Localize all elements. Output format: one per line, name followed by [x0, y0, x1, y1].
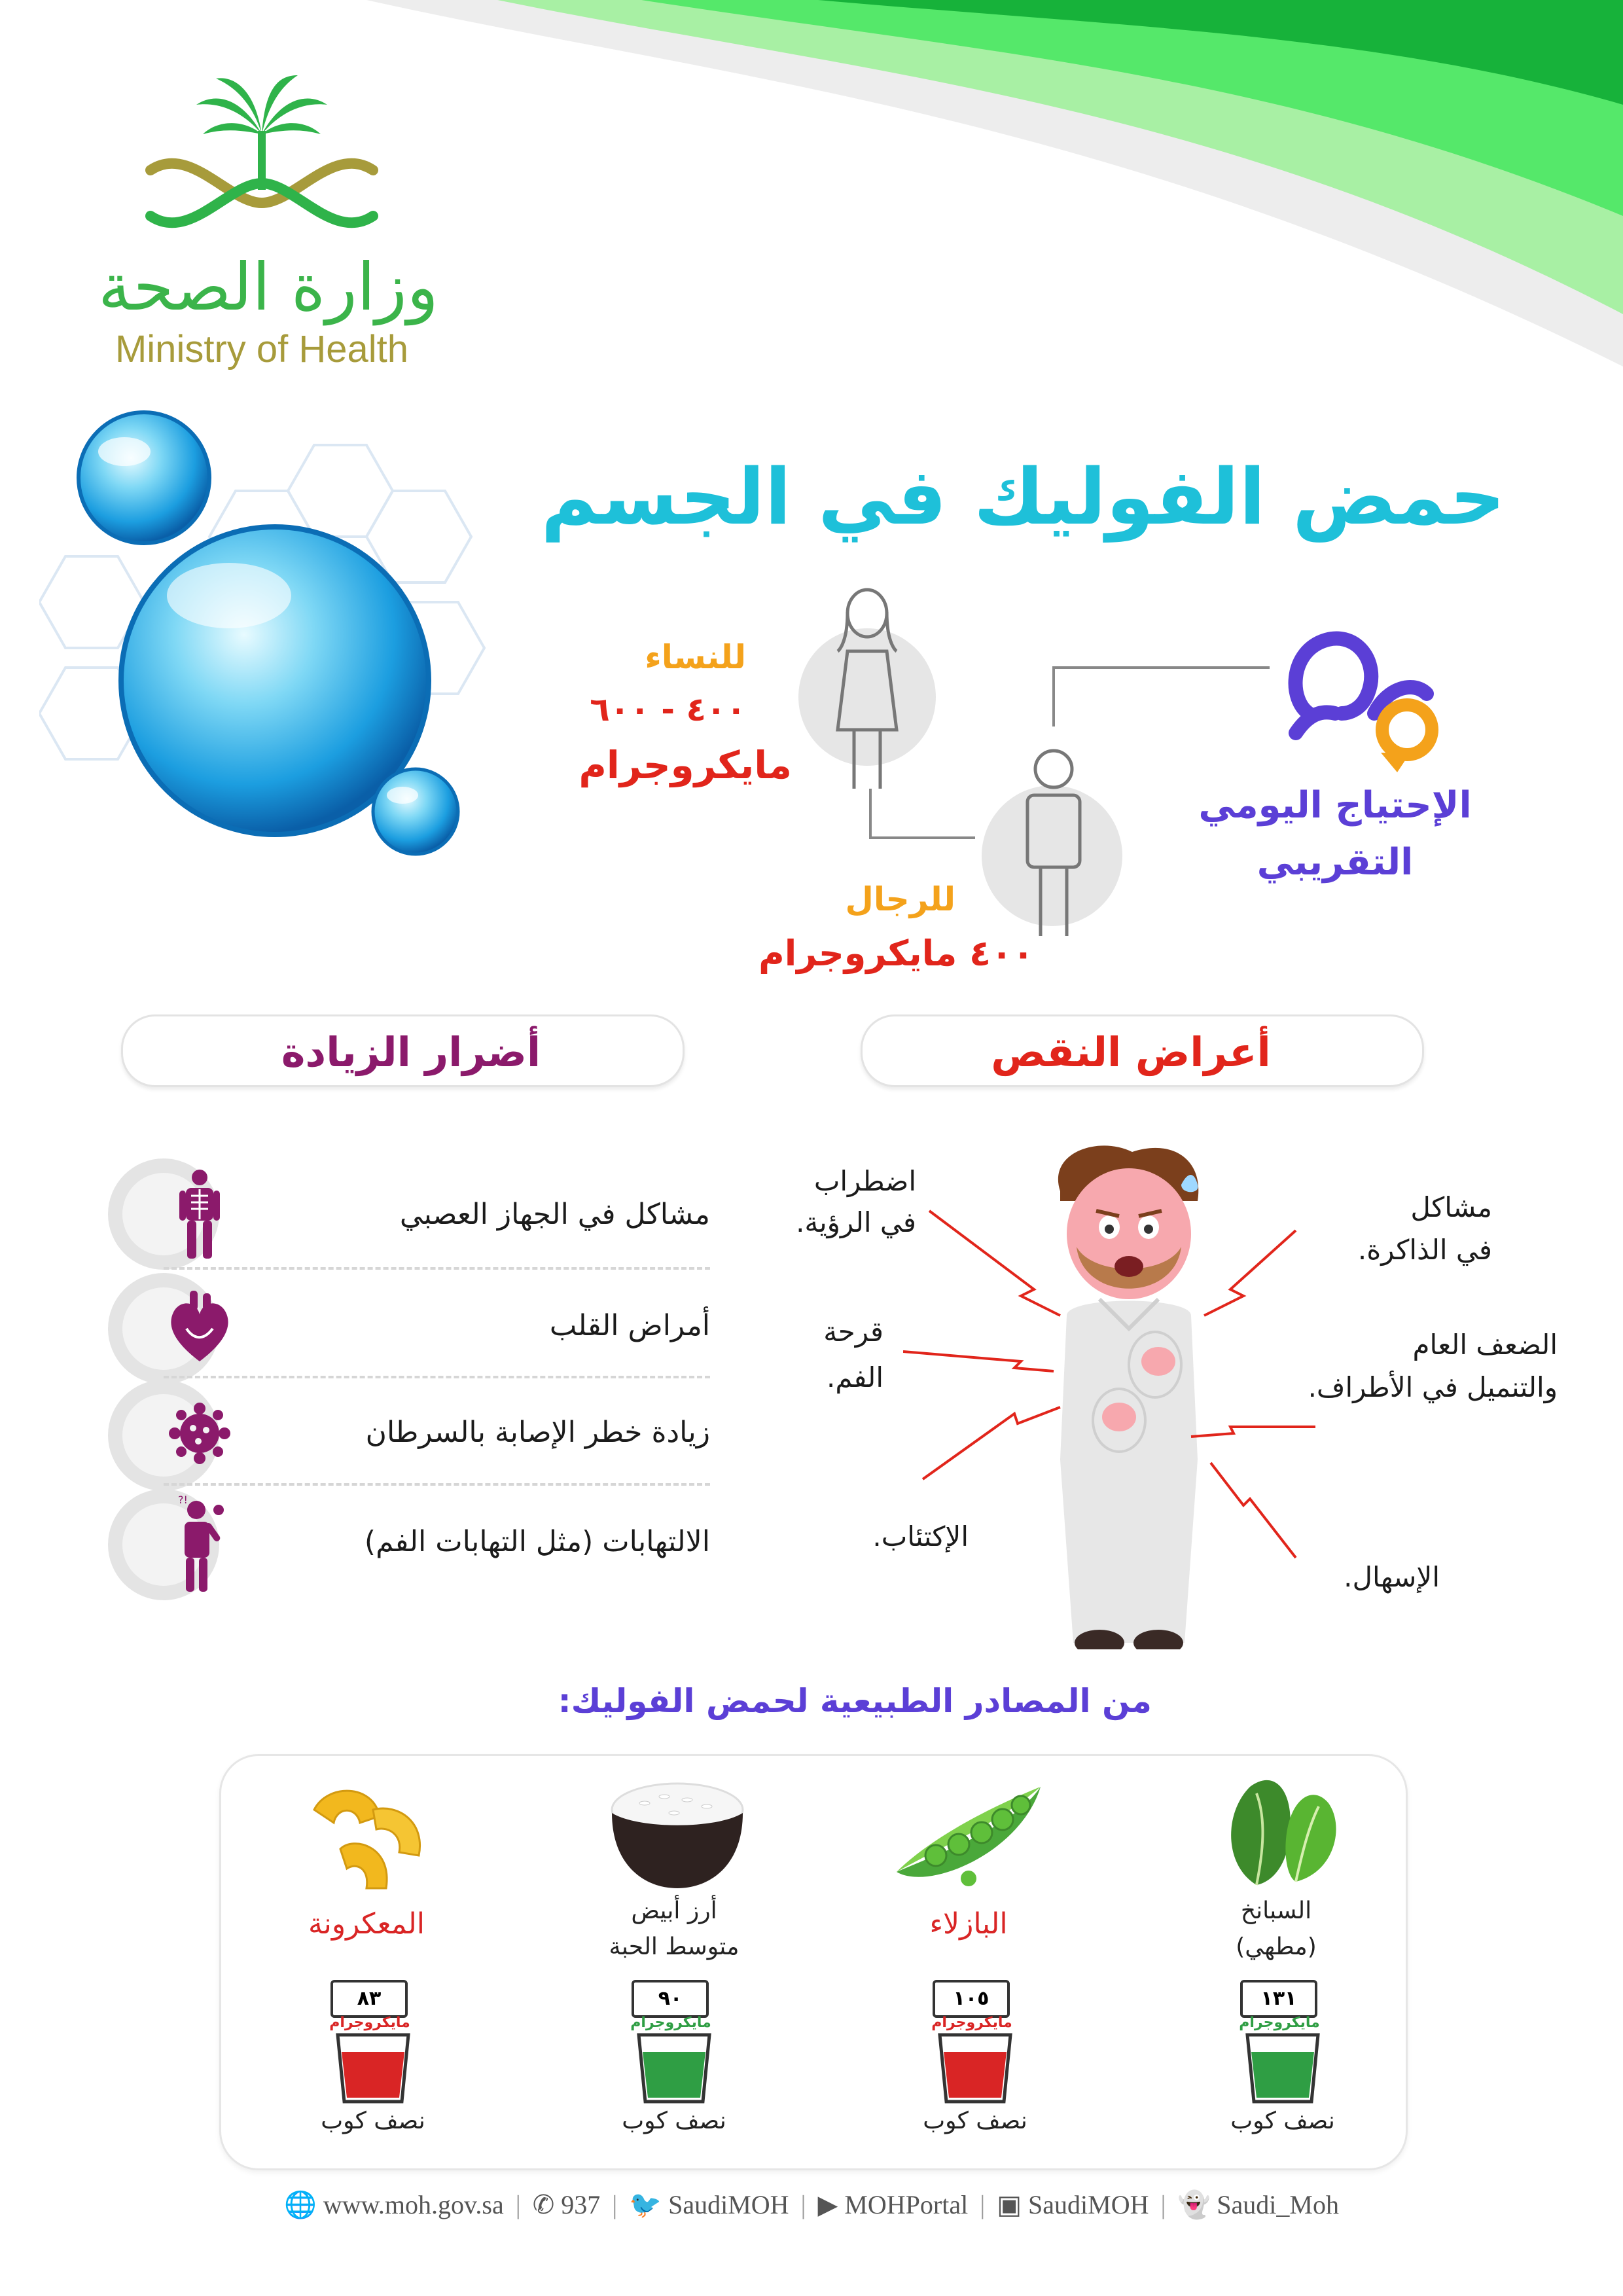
cup-unit-pasta: مايكروجرام: [329, 2015, 410, 2031]
svg-text:?!: ?!: [178, 1496, 188, 1506]
symptom-weakness-1: الضعف العام: [1412, 1329, 1558, 1361]
women-label: للنساء: [645, 638, 746, 676]
cup-qty-peas: نصف كوب: [923, 2108, 1027, 2134]
food-name-rice-1: أرز أبيض: [631, 1897, 717, 1924]
twitter-icon: 🐦: [629, 2190, 662, 2219]
logo-arabic-text: وزارة الصحة: [98, 249, 438, 325]
men-label: للرجال: [845, 880, 955, 918]
cup-glass-pasta: [334, 2032, 412, 2104]
food-name-peas: البازلاء: [929, 1907, 1008, 1941]
food-name-spinach-1: السبانخ: [1240, 1897, 1312, 1924]
footer-website[interactable]: 🌐 www.moh.gov.sa: [284, 2190, 504, 2219]
spinach-icon: [1217, 1767, 1348, 1898]
symptom-diarrhea: الإسهال.: [1344, 1561, 1440, 1593]
deficiency-header: [861, 1014, 1424, 1087]
food-name-rice-2: متوسط الحبة: [609, 1933, 740, 1960]
daily-requirement-label-1: الإحتياج اليومي: [1198, 784, 1472, 827]
footer-youtube[interactable]: ▶ MOHPortal: [817, 2190, 969, 2219]
footer-snapchat[interactable]: 👻 Saudi_Moh: [1177, 2190, 1339, 2219]
symptom-vision-1: اضطراب: [813, 1165, 916, 1197]
cup-value-peas: ١٠٥: [933, 1980, 1010, 2018]
cup-qty-rice: نصف كوب: [622, 2108, 726, 2134]
food-name-spinach-2: (مطهي): [1236, 1933, 1317, 1960]
harm-label-4: الالتهابات (مثل التهابات الفم): [364, 1525, 710, 1558]
symptom-memory-2: في الذاكرة.: [1357, 1234, 1492, 1266]
footer-divider: |: [515, 2190, 521, 2219]
footer-divider: |: [612, 2190, 618, 2219]
excess-title: أضرار الزيادة: [281, 1028, 541, 1076]
globe-icon: 🌐: [284, 2190, 317, 2219]
excess-header: [121, 1014, 685, 1087]
facebook-icon: ▣: [997, 2190, 1022, 2219]
symptom-memory-1: مشاكل: [1410, 1191, 1492, 1223]
cup-qty-pasta: نصف كوب: [321, 2108, 425, 2134]
cup-value-rice: ٩٠: [632, 1980, 709, 2018]
heart-icon: [167, 1289, 232, 1365]
page-title: حمض الفوليك في الجسم: [541, 452, 1505, 542]
symptom-weakness-2: والتنميل في الأطراف.: [1308, 1371, 1558, 1403]
women-range: ٤٠٠ - ٦٠٠: [590, 691, 746, 728]
sources-title: من المصادر الطبيعية لحمض الفوليك:: [558, 1682, 1152, 1720]
cup-glass-spinach: [1243, 2032, 1322, 2104]
daily-requirement-label-2: التقريبي: [1257, 841, 1414, 884]
rice-bowl-icon: [605, 1774, 749, 1892]
cup-value-pasta: ٨٣: [330, 1980, 408, 2018]
harm-divider-2: [164, 1376, 710, 1378]
footer-facebook[interactable]: ▣ SaudiMOH: [997, 2190, 1149, 2219]
cup-unit-rice: مايكروجرام: [630, 2015, 711, 2031]
man-icon: [1008, 740, 1099, 942]
ministry-logo: [79, 65, 445, 380]
peas-icon: [890, 1774, 1047, 1892]
harm-divider-3: [164, 1483, 710, 1486]
cup-qty-spinach: نصف كوب: [1230, 2108, 1335, 2134]
footer-divider: |: [800, 2190, 806, 2219]
cup-value-spinach: ١٣١: [1240, 1980, 1317, 2018]
symptom-mouth-1: قرحة: [823, 1316, 883, 1348]
footer: [223, 2189, 1400, 2220]
molecule-bubbles-illustration: [39, 406, 510, 877]
cup-unit-spinach: مايكروجرام: [1239, 2015, 1320, 2031]
footer-divider: |: [1160, 2190, 1166, 2219]
cup-glass-rice: [635, 2032, 713, 2104]
footer-divider: |: [980, 2190, 986, 2219]
women-unit: مايكروجرام: [579, 743, 792, 787]
symptom-mouth-2: الفم.: [826, 1361, 883, 1393]
harm-label-1: مشاكل في الجهاز العصبي: [399, 1198, 710, 1231]
pasta-icon: [301, 1784, 432, 1901]
symptom-depression: الإكتئاب.: [872, 1520, 969, 1552]
footer-twitter[interactable]: 🐦 SaudiMOH: [629, 2190, 789, 2219]
men-amount: ٤٠٠ مايكروجرام: [758, 933, 1034, 974]
snapchat-icon: 👻: [1177, 2190, 1211, 2219]
harm-label-3: زيادة خطر الإصابة بالسرطان: [365, 1416, 710, 1449]
phone-icon: ✆: [532, 2190, 555, 2219]
skeleton-icon: [177, 1168, 223, 1260]
youtube-icon: ▶: [817, 2190, 838, 2219]
sick-person-icon: [175, 1496, 228, 1594]
cup-glass-peas: [936, 2032, 1014, 2104]
woman-icon: [818, 586, 916, 795]
cancer-cell-icon: [167, 1401, 232, 1466]
symptom-vision-2: في الرؤية.: [796, 1206, 916, 1238]
deficiency-title: أعراض النقص: [991, 1028, 1271, 1076]
harm-divider-1: [164, 1267, 710, 1270]
harm-label-2: أمراض القلب: [549, 1309, 710, 1342]
people-group-icon: [1283, 615, 1453, 785]
cup-unit-peas: مايكروجرام: [931, 2015, 1012, 2031]
food-name-pasta: المعكرونة: [308, 1907, 425, 1941]
palm-emblem-icon: [137, 72, 386, 249]
footer-phone[interactable]: ✆ 937: [532, 2190, 601, 2219]
logo-english-text: Ministry of Health: [115, 328, 409, 370]
